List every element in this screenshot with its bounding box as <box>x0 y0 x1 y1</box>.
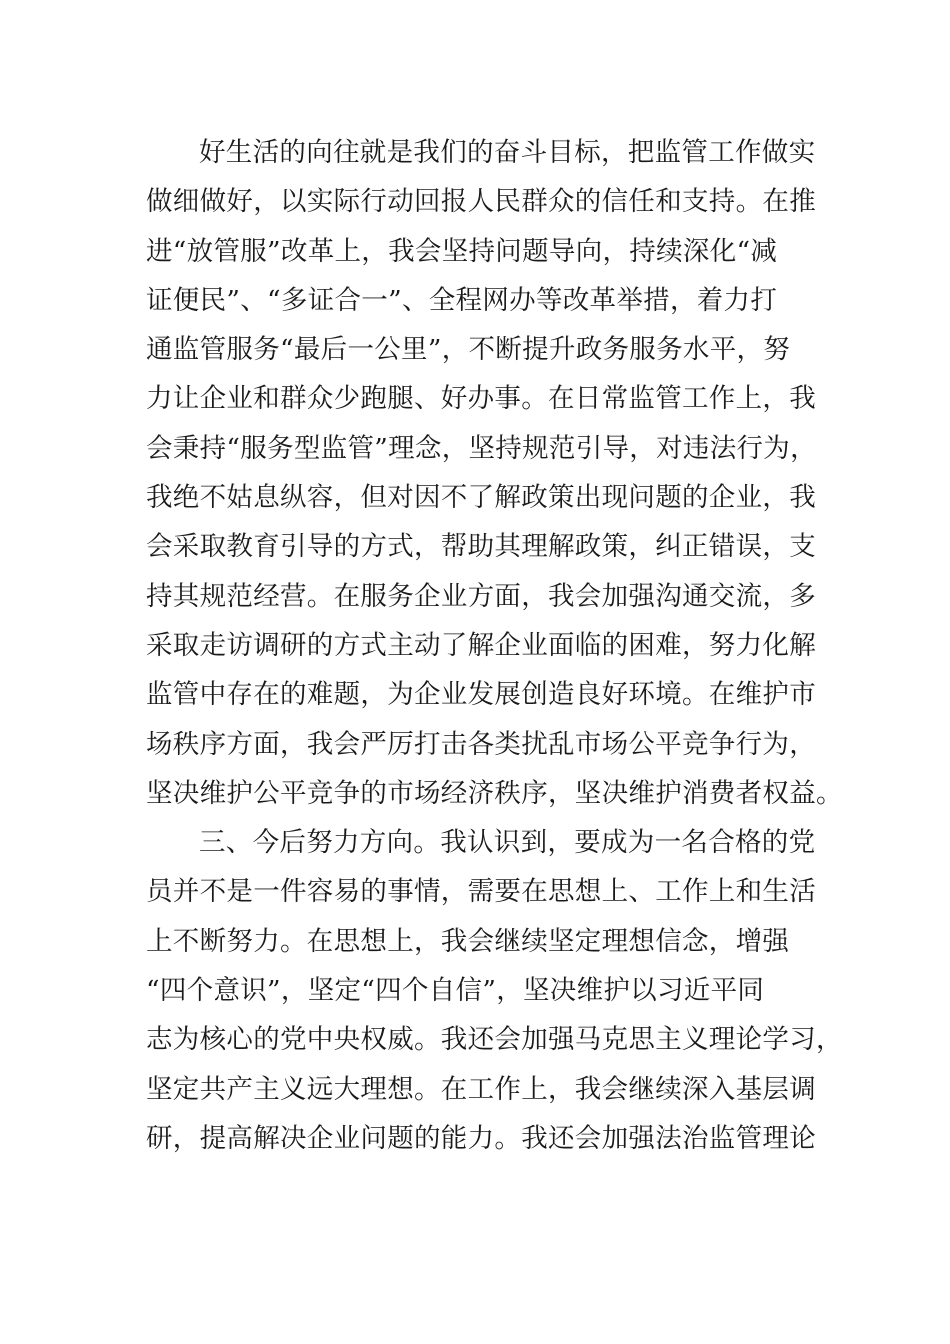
text-line: 场秩序方面，我会严厉打击各类扰乱市场公平竞争行为， <box>146 728 816 760</box>
text-line: 我绝不姑息纵容，但对因不了解政策出现问题的企业，我 <box>146 482 816 514</box>
text-line: 会秉持“服务型监管”理念，坚持规范引导，对违法行为， <box>146 432 817 464</box>
text-line: 上不断努力。在思想上，我会继续坚定理想信念，增强 <box>146 925 790 957</box>
text-line: 监管中存在的难题，为企业发展创造良好环境。在维护市 <box>146 679 816 711</box>
text-line: 会采取教育引导的方式，帮助其理解政策，纠正错误，支 <box>146 531 816 563</box>
text-line: “四个意识”，坚定“四个自信”，坚决维护以习近平同 <box>146 975 765 1007</box>
text-line: 坚决维护公平竞争的市场经济秩序，坚决维护消费者权益。 <box>146 777 843 809</box>
text-line: 通监管服务“最后一公里”，不断提升政务服务水平，努 <box>146 334 791 366</box>
text-line: 持其规范经营。在服务企业方面，我会加强沟通交流，多 <box>146 580 816 612</box>
text-line: 力让企业和群众少跑腿、好办事。在日常监管工作上，我 <box>146 383 816 415</box>
text-line: 证便民”、“多证合一”、全程网办等改革举措，着力打 <box>146 284 778 316</box>
text-line: 做细做好，以实际行动回报人民群众的信任和支持。在推 <box>146 186 816 218</box>
text-line: 员并不是一件容易的事情，需要在思想上、工作上和生活 <box>146 876 816 908</box>
text-line: 研，提高解决企业问题的能力。我还会加强法治监管理论 <box>146 1122 816 1154</box>
text-line: 志为核心的党中央权威。我还会加强马克思主义理论学习， <box>146 1024 843 1056</box>
text-line: 好生活的向往就是我们的奋斗目标，把监管工作做实 <box>199 137 816 168</box>
text-line: 采取走访调研的方式主动了解企业面临的困难，努力化解 <box>146 629 816 661</box>
document-body <box>146 128 843 1163</box>
section-heading-line: 三、今后努力方向。我认识到，要成为一名合格的党 <box>199 827 816 859</box>
text-line: 坚定共产主义远大理想。在工作上，我会继续深入基层调 <box>146 1073 816 1105</box>
text-line: 进“放管服”改革上，我会坚持问题导向，持续深化“减 <box>146 235 778 267</box>
